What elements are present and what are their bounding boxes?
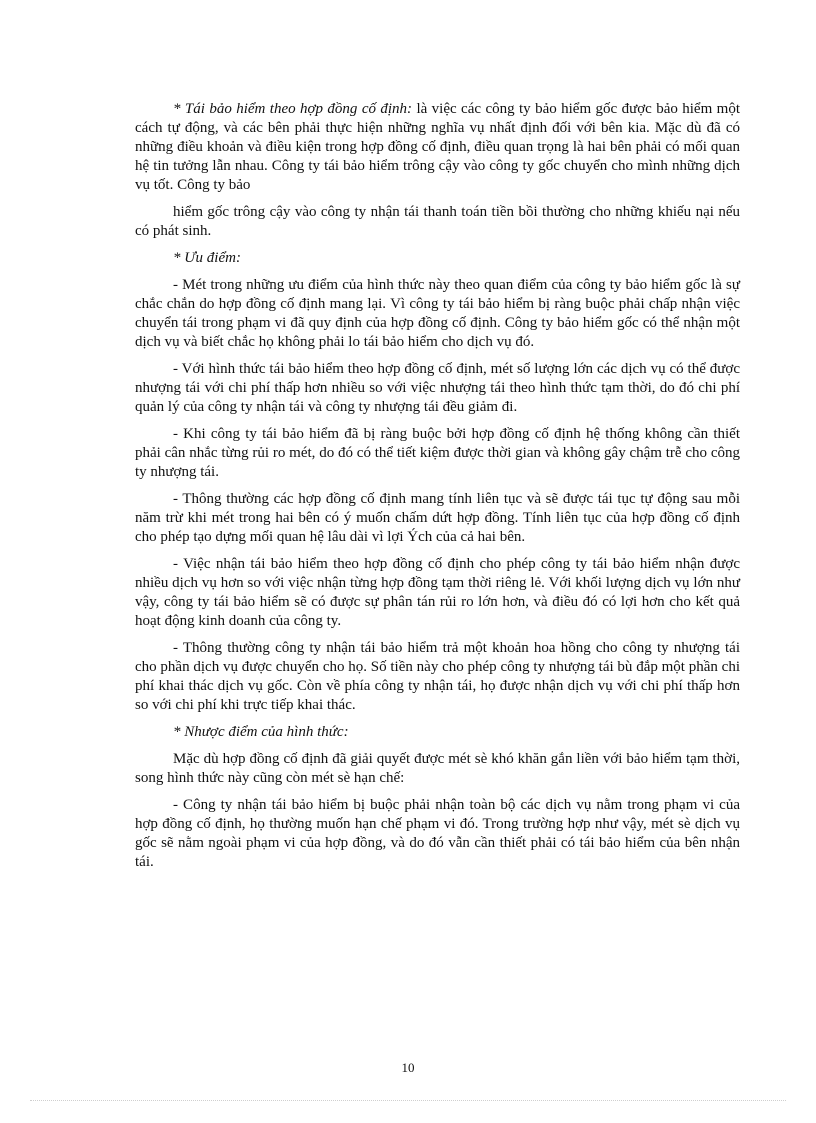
- paragraph-text: là việc các công ty bảo hiểm gốc được bảo hiểm một cách tự động, và các bên phải thực hiện những nghĩa vụ nhất định đối với bên kia. Mặc dù đã có những điều khoản và điều kiện trong hợp đồng cố định, điều quan trọng là hai bên phải có mối quan hệ tin tưởng lẫn nhau. Công ty tái bảo hiểm trông cậy vào công ty gốc chuyển cho mình những dịch vụ tốt. Công ty bảo: [135, 101, 740, 193]
- paragraph-text: Mặc dù hợp đồng cố định đã giải quyết được mét sè khó khăn gắn liền với bảo hiểm tạm thời, song hình thức này cũng còn mét sè hạn chế:: [135, 751, 740, 786]
- paragraph-text: - Với hình thức tái bảo hiểm theo hợp đồng cố định, mét số lượng lớn các dịch vụ có thể được nhượng tái với chi phí thấp hơn nhiều so với việc nhượng tái theo hình thức tạm thời, do đó chi phí quản lý của công ty nhận tái và công ty nhượng tái đều giảm đi.: [135, 361, 740, 415]
- paragraph-advantage-5: [135, 555, 740, 631]
- paragraph-text: - Thông thường các hợp đồng cố định mang tính liên tục và sẽ được tái tục tự động sau mỗi năm trừ khi mét trong hai bên có ý muốn chấm dứt hợp đồng. Tính liên tục của hợp đồng cố định cho phép tạo dựng mối quan hệ lâu dài vì lợi Ých của cả hai bên.: [135, 491, 740, 545]
- paragraph-fixed-reinsurance-definition: [135, 100, 740, 195]
- page-number: 10: [401, 1060, 415, 1075]
- paragraph-text: - Thông thường công ty nhận tái bảo hiểm trả một khoản hoa hồng cho công ty nhượng tái cho phần dịch vụ được chuyển cho họ. Số tiền này cho phép công ty nhượng tái bù đắp một phần chi phí khai thác dịch vụ gốc. Còn về phía công ty nhận tái, họ được nhận dịch vụ với chi phí thấp hơn so với chi phí khi trực tiếp khai thác.: [135, 640, 740, 713]
- paragraph-text: - Công ty nhận tái bảo hiểm bị buộc phải nhận toàn bộ các dịch vụ nằm trong phạm vi của hợp đồng cố định, họ thường muốn hạn chế phạm vi đó. Trong trường hợp như vậy, mét sè dịch vụ gốc sẽ nằm ngoài phạm vi của hợp đồng, và do đó vẫn cần thiết phải có tái bảo hiểm của bên nhận tái.: [135, 797, 740, 870]
- paragraph-disadvantage-1: [135, 796, 740, 872]
- paragraph-text: - Việc nhận tái bảo hiểm theo hợp đồng cố định cho phép công ty tái bảo hiểm nhận được nhiều dịch vụ hơn so với việc nhận từng hợp đồng tạm thời riêng lẻ. Với khối lượng dịch vụ lớn như vậy, công ty tái bảo hiểm sẽ có được sự phân tán rủi ro lớn hơn, và điều đó có lợi hơn cho kết quả hoạt động kinh doanh của công ty.: [135, 556, 740, 629]
- paragraph-advantage-1: [135, 276, 740, 352]
- paragraph-text: - Mét trong những ưu điểm của hình thức này theo quan điểm của công ty bảo hiểm gốc là sự chắc chắn do hợp đồng cố định mang lại. Vì công ty tái bảo hiểm bị ràng buộc phải chấp nhận việc chuyển tái trong phạm vi đã quy định của hợp đồng cố định. Công ty bảo hiểm gốc có thể nhận một dịch vụ và biết chắc họ không phải lo tái bảo hiểm cho dịch vụ đó.: [135, 277, 740, 350]
- term-fixed-reinsurance: * Tái bảo hiểm theo hợp đồng cố định:: [173, 101, 413, 117]
- heading-disadvantages: * Nhược điểm của hình thức:: [173, 724, 349, 740]
- heading-advantages: * Ưu điểm:: [173, 250, 241, 266]
- footer-divider: [30, 1100, 786, 1101]
- section-heading-disadvantages: [135, 723, 740, 742]
- document-body: [135, 100, 740, 880]
- paragraph-advantage-2: [135, 360, 740, 417]
- paragraph-disadvantage-intro: [135, 750, 740, 788]
- paragraph-advantage-3: [135, 425, 740, 482]
- section-heading-advantages: [135, 249, 740, 268]
- paragraph-text: - Khi công ty tái bảo hiểm đã bị ràng buộc bởi hợp đồng cố định hệ thống không cần thiết phải cân nhắc từng rủi ro mét, do đó có thể tiết kiệm được thời gian và không gây chậm trễ cho công ty nhượng tái.: [135, 426, 740, 480]
- paragraph-continuation: [135, 203, 740, 241]
- paragraph-text: hiểm gốc trông cậy vào công ty nhận tái thanh toán tiền bồi thường cho những khiếu nại nếu có phát sinh.: [135, 204, 740, 239]
- paragraph-advantage-4: [135, 490, 740, 547]
- paragraph-advantage-6: [135, 639, 740, 715]
